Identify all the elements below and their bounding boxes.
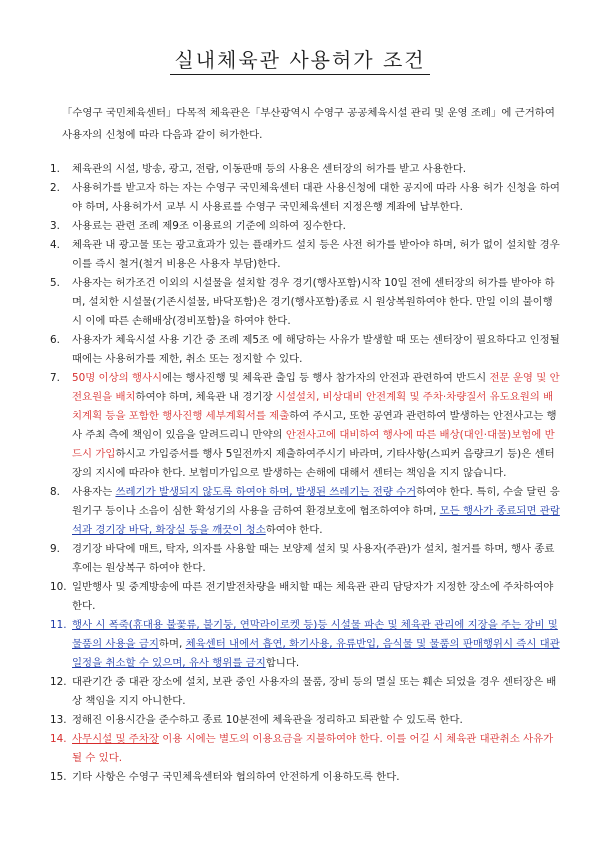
item-text: 체육관 내 광고물 또는 광고효과가 있는 플래카드 설치 등은 사전 허가를 받아야 하며, 허가 없이 설치할 경우 이를 즉시 철거(철거 비용은 사용자 부담)한다. xyxy=(72,239,560,270)
highlight-red: 전문 운영 및 안전요원을 배치 xyxy=(72,372,560,403)
item-number: 6. xyxy=(50,334,60,346)
highlight-blue-underline: 모든 행사가 종료되면 관람석과 경기장 바닥, 화장실 등을 깨끗이 청소 xyxy=(72,505,560,536)
item-number: 5. xyxy=(50,277,60,289)
item-number: 7. xyxy=(50,372,60,384)
highlight-blue-underline: 행사 시 폭죽(휴대용 불꽃류, 불기둥, 연막라이로켓 등)등 시설물 파손 및 체육관 관리에 지장을 주는 장비 및 물품의 사용을 금지 xyxy=(72,619,558,650)
item-text: 하여야 한다. 특히, 수술 달린 응원기구 등이나 소음이 심한 확성기의 사용을 금하여 환경보호에 협조하여야 하며, xyxy=(72,486,560,517)
item-number: 8. xyxy=(50,486,60,498)
item-number: 2. xyxy=(50,182,60,194)
intro-paragraph: 「수영구 국민체육센터」다목적 체육관은「부산광역시 수영구 공공체육시설 관리 및 운영 조례」에 근거하여 사용자의 신청에 따라 다음과 같이 허가한다. xyxy=(62,107,555,141)
item-text: 하시고 가입증서를 행사 5일전까지 제출하여주시기 바라며, 기타사항(스피커 음량크기 등)은 센터장의 지시에 따라야 한다. 보험미가입으로 발생하는 손해에 대해서 센터는 책임을 지지 않습니다. xyxy=(72,448,555,479)
item-text: 정해진 이용시간을 준수하고 종료 10분전에 체육관을 정리하고 퇴관할 수 있도록 한다. xyxy=(72,714,463,726)
item-text: 하여야 하며, 체육관 내 경기장 xyxy=(135,391,276,403)
condition-item-14 xyxy=(50,730,560,768)
item-number: 3. xyxy=(50,220,60,232)
item-text: 사용자는 xyxy=(72,486,116,498)
item-number: 14. xyxy=(50,733,67,745)
condition-item-6 xyxy=(50,331,560,369)
item-text: 하여 주시고, 또한 공연과 관련하여 발생하는 안전사고는 행사 주최 측에 책임이 있음을 알려드리니 만약의 xyxy=(72,410,557,441)
highlight-red: 이용 시에는 별도의 이용요금을 지불하여야 한다. 이를 어길 시 체육관 대관취소 사유가 될 수 있다. xyxy=(72,733,554,764)
item-text: 사용료는 관련 조례 제9조 이용료의 기준에 의하여 징수한다. xyxy=(72,220,346,232)
item-text: 체육관의 시설, 방송, 광고, 전람, 이동판매 등의 사용은 센터장의 허가를 받고 사용한다. xyxy=(72,163,467,175)
highlight-red-underline: 사무시설 및 주차장 xyxy=(72,733,159,745)
item-number: 1. xyxy=(50,163,60,175)
page-title: 실내체육관 사용허가 조건 xyxy=(170,44,429,75)
condition-item-9 xyxy=(50,540,560,578)
item-number: 12. xyxy=(50,676,67,688)
condition-item-3 xyxy=(50,217,560,236)
condition-item-5 xyxy=(50,274,560,331)
item-number: 13. xyxy=(50,714,67,726)
item-text: 경기장 바닥에 매트, 탁자, 의자를 사용할 때는 보양제 설치 및 사용자(주관)가 설치, 철거를 하며, 행사 종료 후에는 원상복구 하여야 한다. xyxy=(72,543,555,574)
item-text: 사용자는 허가조건 이외의 시설물을 설치할 경우 경기(행사포함)시작 10일 전에 센터장의 허가를 받아야 하며, 설치한 시설물(기존시설물, 바닥포함)은 경기(행사포함)종료 시 원상복원하여야 한다. 만일 이의 불이행 시 이에 따른 손해배상(경비포함)을 하여야 한다. xyxy=(72,277,555,327)
title-area xyxy=(0,44,600,75)
item-text: 하여야 한다. xyxy=(265,524,323,536)
item-text: 대관기간 중 대관 장소에 설치, 보관 중인 사용자의 물품, 장비 등의 멸실 또는 훼손 되었을 경우 센터장은 배상 책임을 지지 아니한다. xyxy=(72,676,557,707)
item-text: 사용자가 체육시설 사용 기간 중 조례 제5조 에 해당하는 사유가 발생할 때 또는 센터장이 필요하다고 인정될 때에는 사용허가를 제한, 취소 또는 정지할 수 있다. xyxy=(72,334,560,365)
highlight-red: 시설설치, 비상대비 안전계획 및 주차·차량질서 유도요원의 배치계획 등을 포함한 행사진행 세부계획서를 제출 xyxy=(72,391,554,422)
condition-item-1 xyxy=(50,160,560,179)
item-text: 기타 사항은 수영구 국민체육센터와 협의하여 안전하게 이용하도록 한다. xyxy=(72,771,400,783)
item-number: 10. xyxy=(50,581,67,593)
item-text: 하며, xyxy=(158,638,186,650)
item-number: 4. xyxy=(50,239,60,251)
condition-item-7 xyxy=(50,369,560,483)
item-text: 일반행사 및 중계방송에 따른 전기발전차량을 배치할 때는 체육관 관리 담당자가 지정한 장소에 주차하여야 한다. xyxy=(72,581,554,612)
condition-item-11 xyxy=(50,616,560,673)
condition-item-12 xyxy=(50,673,560,711)
condition-item-8 xyxy=(50,483,560,540)
highlight-red: 안전사고에 대비하여 행사에 따른 배상(대인·대물)보험에 반드시 가입 xyxy=(72,429,555,460)
condition-item-2 xyxy=(50,179,560,217)
item-text: 합니다. xyxy=(265,657,300,669)
condition-item-15 xyxy=(50,768,560,787)
conditions-list xyxy=(50,160,560,787)
condition-item-4 xyxy=(50,236,560,274)
item-number: 9. xyxy=(50,543,60,555)
highlight-blue-underline: 체육센터 내에서 흡연, 화기사용, 유류반입, 음식물 및 물품의 판매행위시 즉시 대관일정을 취소할 수 있으며, 유사 행위를 금지 xyxy=(72,638,560,669)
item-number: 11. xyxy=(50,619,67,631)
highlight-blue-underline: 쓰레기가 발생되지 않도록 하여야 하며, 발생된 쓰레기는 전량 수거 xyxy=(115,486,417,498)
condition-item-13 xyxy=(50,711,560,730)
condition-item-10 xyxy=(50,578,560,616)
item-number: 15. xyxy=(50,771,67,783)
item-text: 에는 행사진행 및 체육관 출입 등 행사 참가자의 안전과 관련하여 반드시 xyxy=(162,372,490,384)
highlight-red: 50명 이상의 행사시 xyxy=(72,372,163,384)
item-text: 사용허가를 받고자 하는 자는 수영구 국민체육센터 대관 사용신청에 대한 공지에 따라 사용 허가 신청을 하여야 하며, 사용허가서 교부 시 사용료를 수영구 국민체육센터 지정은행 계좌에 납부한다. xyxy=(72,182,560,213)
